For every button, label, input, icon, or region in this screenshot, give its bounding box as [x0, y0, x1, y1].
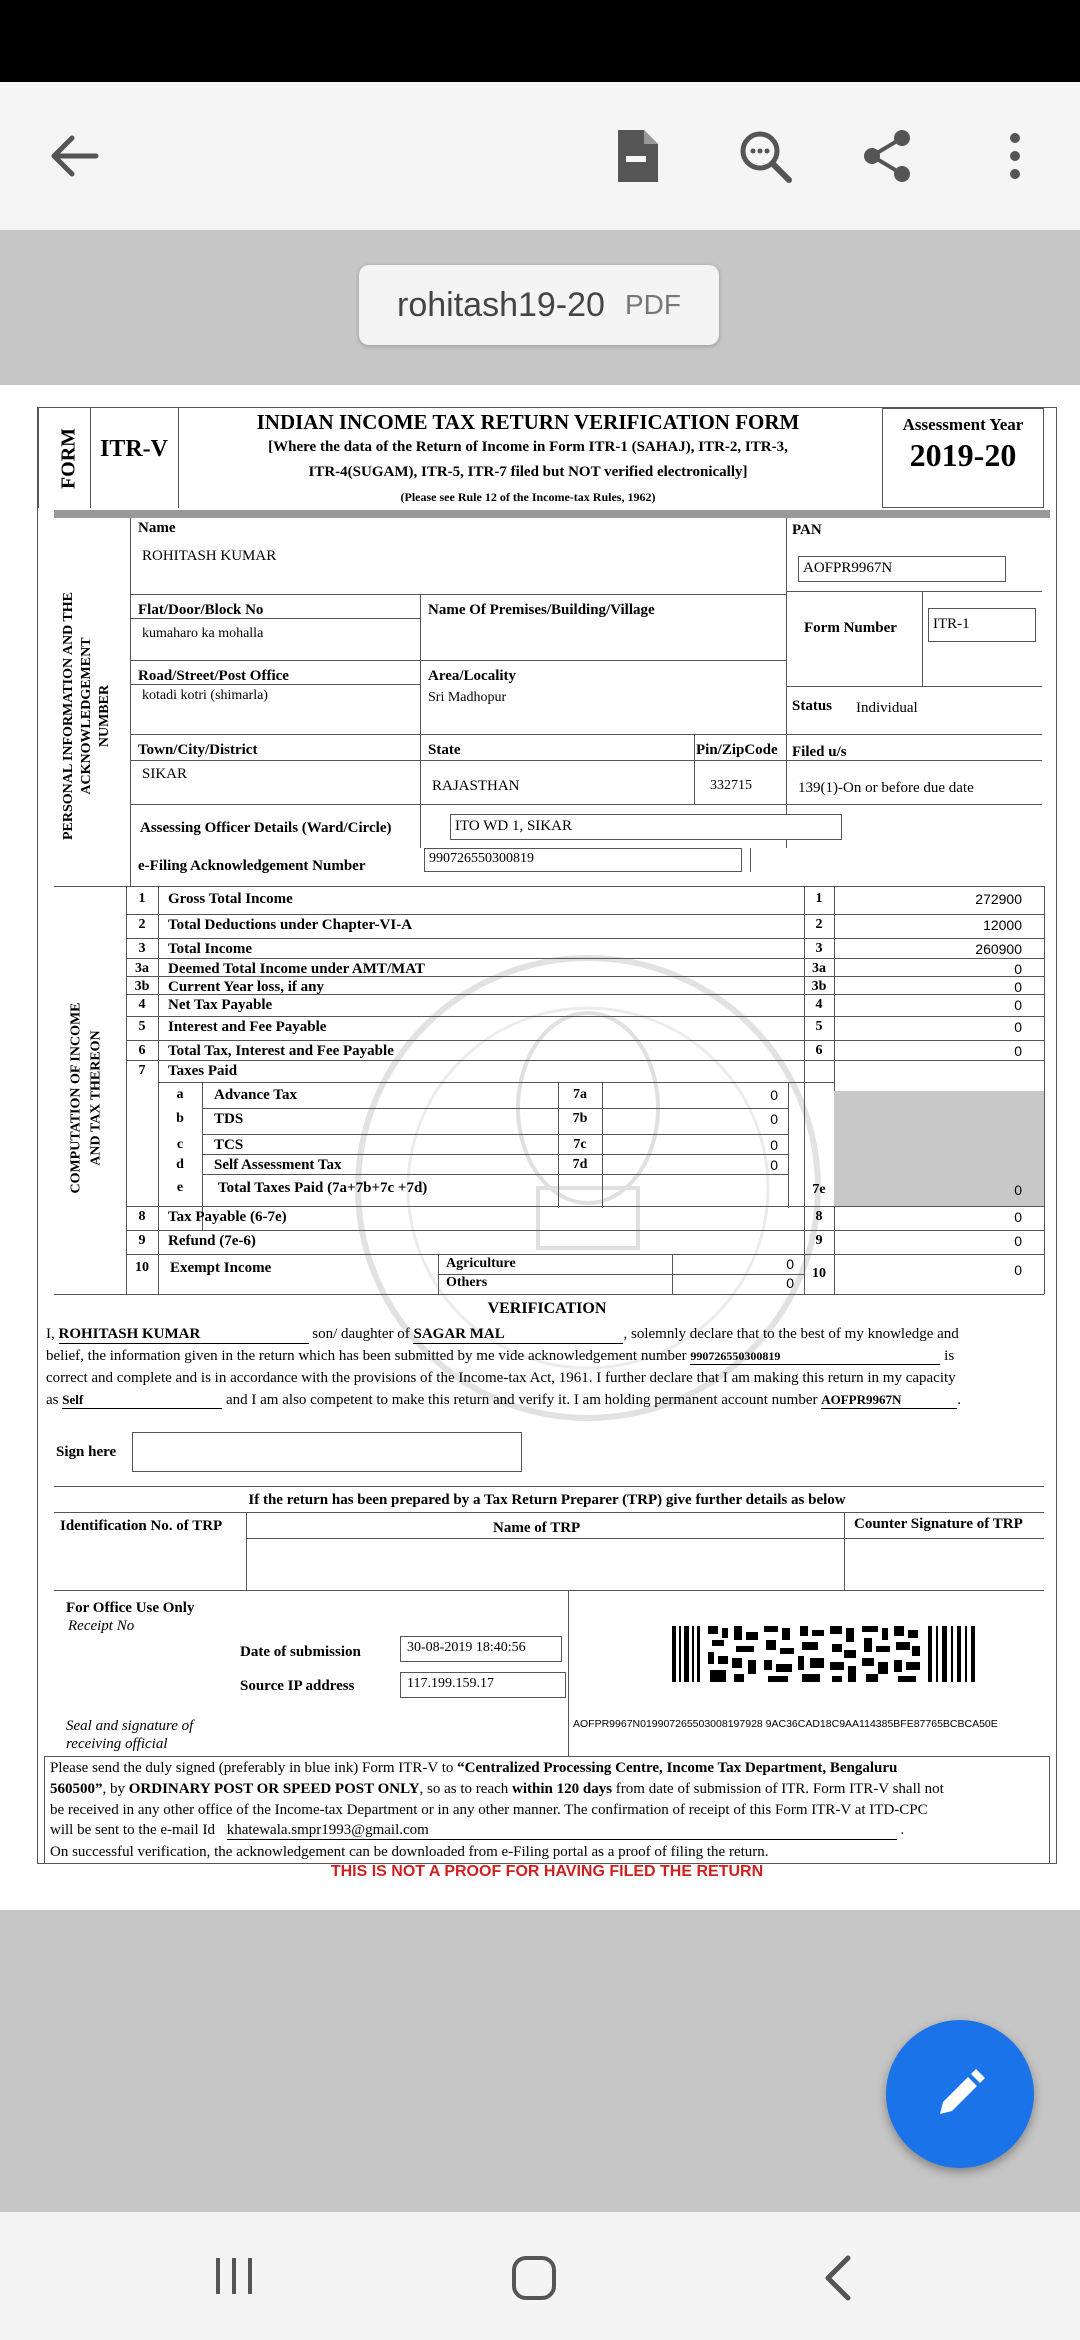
- verification-line-3: correct and complete and is in accordance with the provisions of the Income-tax Act, 1961. I further declare that I am making this return in my capacity: [46, 1370, 956, 1386]
- instructions-line-1: [50, 1760, 897, 1777]
- row-ref: 1: [815, 891, 823, 906]
- form-subtitle-2: ITR-4(SUGAM), ITR-5, ITR-7 filed but NOT verified electronically]: [308, 464, 748, 480]
- back-arrow-icon[interactable]: [44, 126, 104, 186]
- search-icon[interactable]: [735, 126, 795, 186]
- seal-line-1: Seal and signature of: [66, 1718, 194, 1734]
- declarant-name: ROHITASH KUMAR: [59, 1326, 309, 1344]
- name-value: ROHITASH KUMAR: [142, 548, 277, 564]
- form-title: INDIAN INCOME TAX RETURN VERIFICATION FORM: [256, 410, 800, 434]
- row-value: 0: [1014, 1019, 1022, 1035]
- road-label: Road/Street/Post Office: [138, 668, 289, 684]
- ao-field: [450, 814, 842, 840]
- instructions-deadline: within 120 days: [512, 1781, 613, 1797]
- taxes-paid-label: Taxes Paid: [168, 1063, 238, 1079]
- reading-mode-icon[interactable]: [608, 126, 668, 186]
- premises-label: Name Of Premises/Building/Village: [428, 602, 655, 618]
- row-value: 0: [1014, 1262, 1022, 1278]
- row-number: 7: [138, 1063, 146, 1078]
- personal-side-label-line1: PERSONAL INFORMATION AND THE: [61, 592, 76, 841]
- father-name: SAGAR MAL: [413, 1326, 623, 1344]
- agriculture-label: Agriculture: [446, 1256, 516, 1271]
- date-submission-field: [400, 1636, 562, 1662]
- row-number: 9: [138, 1233, 146, 1248]
- itr-v-form: [37, 407, 1057, 1880]
- area-label: Area/Locality: [428, 668, 517, 684]
- assessment-year-box: [882, 408, 1044, 508]
- ack-field: [424, 848, 742, 872]
- date-submission-label: Date of submission: [240, 1644, 361, 1660]
- document-title-chip: [359, 265, 719, 345]
- verification-text: belief, the information given in the return which has been submitted by me vide acknowledgement number: [46, 1348, 687, 1364]
- form-number-field: [928, 608, 1036, 642]
- status-bar: [0, 0, 1080, 82]
- row-value: 12000: [983, 917, 1022, 933]
- row-number: 3a: [135, 961, 149, 976]
- tax-letter: e: [176, 1180, 184, 1195]
- row-ref: 3a: [812, 961, 826, 976]
- row-number: 5: [138, 1019, 146, 1034]
- exempt-income-label: Exempt Income: [170, 1260, 272, 1276]
- state-value: RAJASTHAN: [432, 778, 520, 794]
- row-number: 8: [138, 1209, 146, 1224]
- instructions-text: , by: [102, 1781, 129, 1797]
- row-value: 272900: [975, 891, 1022, 907]
- form-subtitle-1: [Where the data of the Return of Income in Form ITR-1 (SAHAJ), ITR-2, ITR-3,: [268, 439, 788, 455]
- form-number-label: Form Number: [804, 620, 897, 636]
- verification-line-4: [46, 1392, 961, 1409]
- flat-value: kumaharo ka mohalla: [142, 626, 264, 641]
- app-toolbar: [0, 82, 1080, 231]
- instructions-text: from date of submission of ITR. Form ITR-V shall not: [612, 1781, 944, 1797]
- navigation-bar: [0, 2212, 1080, 2340]
- tax-value: 0: [770, 1157, 778, 1173]
- document-filename: rohitash19-20: [397, 285, 605, 324]
- state-label: State: [428, 742, 461, 758]
- instructions-text: will be sent to the e-mail Id: [50, 1822, 215, 1838]
- verification-text: as: [46, 1392, 59, 1408]
- row-ref: 6: [815, 1043, 823, 1058]
- area-value: Sri Madhopur: [428, 690, 507, 705]
- pin-value: 332715: [710, 778, 752, 793]
- tax-label: Advance Tax: [214, 1087, 297, 1103]
- verification-text: .: [957, 1392, 961, 1408]
- document-filetype: PDF: [624, 289, 681, 320]
- row-value: 0: [1014, 1182, 1022, 1198]
- verification-text: is: [944, 1348, 955, 1364]
- trp-col-name: Name of TRP: [493, 1520, 581, 1536]
- recent-apps-icon[interactable]: [210, 2256, 260, 2296]
- row-value: 0: [1014, 1043, 1022, 1059]
- more-options-icon[interactable]: [990, 126, 1050, 186]
- trp-col-signature: Counter Signature of TRP: [854, 1516, 1023, 1532]
- back-nav-icon[interactable]: [818, 2254, 858, 2302]
- row-value: 0: [1014, 961, 1022, 977]
- pencil-icon: [932, 2066, 988, 2122]
- row-number: 4: [138, 997, 146, 1012]
- ack-value: 990726550300819: [429, 851, 534, 866]
- ao-label: Assessing Officer Details (Ward/Circle): [140, 820, 392, 836]
- tax-ref: 7c: [573, 1137, 587, 1152]
- assessment-year-value: 2019-20: [909, 437, 1017, 473]
- email-value: khatewala.smpr1993@gmail.com: [227, 1822, 897, 1840]
- row-label: Refund (7e-6): [168, 1233, 256, 1249]
- row-label: Total Deductions under Chapter-VI-A: [168, 917, 413, 933]
- pan-field: [798, 556, 1006, 582]
- tax-value: 0: [770, 1137, 778, 1153]
- form-label: FORM: [57, 427, 80, 490]
- personal-side-label-line2: ACKNOWLEDGEMENT: [79, 637, 94, 795]
- status-value: Individual: [856, 700, 918, 716]
- instructions-line-5: On successful verification, the acknowledgement can be downloaded from e-Filing portal as a proof of filing the return.: [50, 1844, 769, 1860]
- tax-label: Self Assessment Tax: [214, 1157, 342, 1173]
- office-use-heading: For Office Use Only: [66, 1600, 195, 1616]
- form-number-value: ITR-1: [933, 616, 970, 632]
- row-value: 0: [1014, 997, 1022, 1013]
- signature-box: [132, 1432, 522, 1472]
- barcode: [672, 1626, 982, 1682]
- computation-side-label-line2: AND TAX THEREON: [88, 1030, 104, 1166]
- document-title-area: [0, 230, 1080, 385]
- row-ref: 10: [812, 1266, 826, 1281]
- filed-value: 139(1)-On or before due date: [798, 780, 974, 796]
- row-ref: 3b: [811, 979, 827, 994]
- personal-side-label: [44, 524, 130, 884]
- row-ref: 5: [815, 1019, 823, 1034]
- others-value: 0: [786, 1275, 794, 1291]
- row-ref: 9: [815, 1233, 823, 1248]
- declaration-pan: AOFPR9967N: [821, 1392, 957, 1409]
- row-ref: 4: [815, 997, 823, 1012]
- tax-letter: b: [176, 1111, 184, 1126]
- agriculture-value: 0: [786, 1256, 794, 1272]
- trp-col-id: Identification No. of TRP: [60, 1518, 223, 1534]
- row-number: 10: [135, 1260, 149, 1275]
- tax-letter: a: [176, 1087, 184, 1102]
- verification-heading: VERIFICATION: [487, 1300, 607, 1317]
- computation-side-label-line1: COMPUTATION OF INCOME: [68, 1002, 84, 1194]
- instructions-pin: 560500”: [50, 1781, 103, 1797]
- name-label: Name: [138, 520, 176, 536]
- instructions-line-3: be received in any other office of the Income-tax Department or in any other manner. The confirmation of receipt of this Form ITR-V at ITD-CPC: [50, 1802, 928, 1818]
- verification-text: I,: [46, 1326, 55, 1342]
- row-label: Deemed Total Income under AMT/MAT: [168, 961, 425, 977]
- row-label: Net Tax Payable: [168, 997, 273, 1013]
- status-label: Status: [792, 698, 833, 714]
- pan-label: PAN: [792, 522, 822, 538]
- total-taxes-label: Total Taxes Paid (7a+7b+7c +7d): [218, 1180, 428, 1196]
- verification-text: , solemnly declare that to the best of my knowledge and: [623, 1326, 959, 1342]
- declarant-capacity: Self: [62, 1392, 222, 1409]
- instructions-line-4: [50, 1822, 904, 1840]
- ack-label: e-Filing Acknowledgement Number: [138, 858, 366, 874]
- row-number: 3b: [134, 979, 150, 994]
- barcode-text: AOFPR9967N019907265503008197928 9AC36CAD18C9AA114385BFE87765BCBCA50E: [573, 1718, 998, 1730]
- form-code: ITR-V: [100, 436, 169, 462]
- trp-heading: If the return has been prepared by a Tax Return Preparer (TRP) give further details as below: [248, 1492, 846, 1508]
- home-icon[interactable]: [510, 2254, 558, 2302]
- instructions-text: , so as to reach: [419, 1781, 513, 1797]
- verification-line-2: [46, 1348, 954, 1365]
- instructions-cpc-address: “Centralized Processing Centre, Income Tax Department, Bengaluru: [457, 1760, 898, 1776]
- source-ip-value: 117.199.159.17: [407, 1676, 494, 1691]
- city-label: Town/City/District: [138, 742, 258, 758]
- pdf-page[interactable]: [0, 385, 1080, 1910]
- tax-value: 0: [770, 1111, 778, 1127]
- pan-value: AOFPR9967N: [803, 560, 893, 576]
- row-value: 0: [1014, 979, 1022, 995]
- tax-ref: 7b: [572, 1111, 588, 1126]
- verification-text: son/ daughter of: [312, 1326, 410, 1342]
- row-number: 1: [138, 891, 146, 906]
- source-ip-label: Source IP address: [240, 1678, 355, 1694]
- assessment-year-label: Assessment Year: [902, 415, 1024, 434]
- tax-label: TDS: [214, 1111, 244, 1127]
- flat-label: Flat/Door/Block No: [138, 602, 264, 618]
- share-icon[interactable]: [858, 126, 918, 186]
- instructions-text: Please send the duly signed (preferably in blue ink) Form ITR-V to: [50, 1760, 458, 1776]
- form-subtitle-3: (Please see Rule 12 of the Income-tax Rules, 1962): [400, 490, 656, 504]
- receipt-label: Receipt No: [68, 1618, 135, 1634]
- edit-button[interactable]: [886, 2020, 1034, 2168]
- row-label: Total Income: [168, 941, 253, 957]
- row-label: Gross Total Income: [168, 891, 293, 907]
- verification-line-1: [46, 1326, 1046, 1344]
- source-ip-field: [400, 1672, 566, 1698]
- instructions-line-2: [50, 1781, 944, 1798]
- tax-letter: d: [176, 1157, 184, 1172]
- personal-side-label-line3: NUMBER: [97, 684, 112, 748]
- instructions-post-mode: ORDINARY POST OR SPEED POST ONLY: [128, 1781, 420, 1797]
- tax-ref: 7a: [573, 1087, 587, 1102]
- row-ref: 8: [815, 1209, 823, 1224]
- verification-text: and I am also competent to make this return and verify it. I am holding permanent account number: [226, 1392, 818, 1408]
- filed-label: Filed u/s: [792, 744, 847, 760]
- row-number: 3: [138, 941, 146, 956]
- row-number: 6: [138, 1043, 146, 1058]
- not-proof-warning: THIS IS NOT A PROOF FOR HAVING FILED THE RETURN: [330, 1863, 764, 1880]
- form-label-box: [58, 420, 80, 496]
- others-label: Others: [446, 1275, 488, 1290]
- row-ref: 7e: [812, 1182, 826, 1197]
- seal-line-2: receiving official: [66, 1736, 168, 1752]
- row-label: Interest and Fee Payable: [168, 1019, 327, 1035]
- pin-label: Pin/ZipCode: [696, 742, 778, 758]
- row-value: 0: [1014, 1233, 1022, 1249]
- date-submission-value: 30-08-2019 18:40:56: [407, 1640, 526, 1655]
- row-label: Current Year loss, if any: [168, 979, 324, 995]
- row-value: 260900: [975, 941, 1022, 957]
- computation-side-label: [44, 888, 130, 1293]
- row-label: Tax Payable (6-7e): [168, 1209, 287, 1225]
- row-ref: 2: [815, 917, 823, 932]
- road-value: kotadi kotri (shimarla): [142, 688, 268, 703]
- row-label: Total Tax, Interest and Fee Payable: [168, 1043, 394, 1059]
- city-value: SIKAR: [142, 766, 188, 782]
- row-number: 2: [138, 917, 146, 932]
- sign-label: Sign here: [56, 1444, 117, 1460]
- ao-value: ITO WD 1, SIKAR: [455, 818, 572, 834]
- tax-value: 0: [770, 1087, 778, 1103]
- tax-letter: c: [176, 1137, 184, 1152]
- tax-label: TCS: [214, 1137, 244, 1153]
- declaration-ack-number: 990726550300819: [690, 1349, 940, 1365]
- instructions-text: .: [900, 1822, 905, 1838]
- header-divider: [54, 510, 1050, 518]
- tax-ref: 7d: [572, 1157, 588, 1172]
- row-ref: 3: [815, 941, 823, 956]
- row-value: 0: [1014, 1209, 1022, 1225]
